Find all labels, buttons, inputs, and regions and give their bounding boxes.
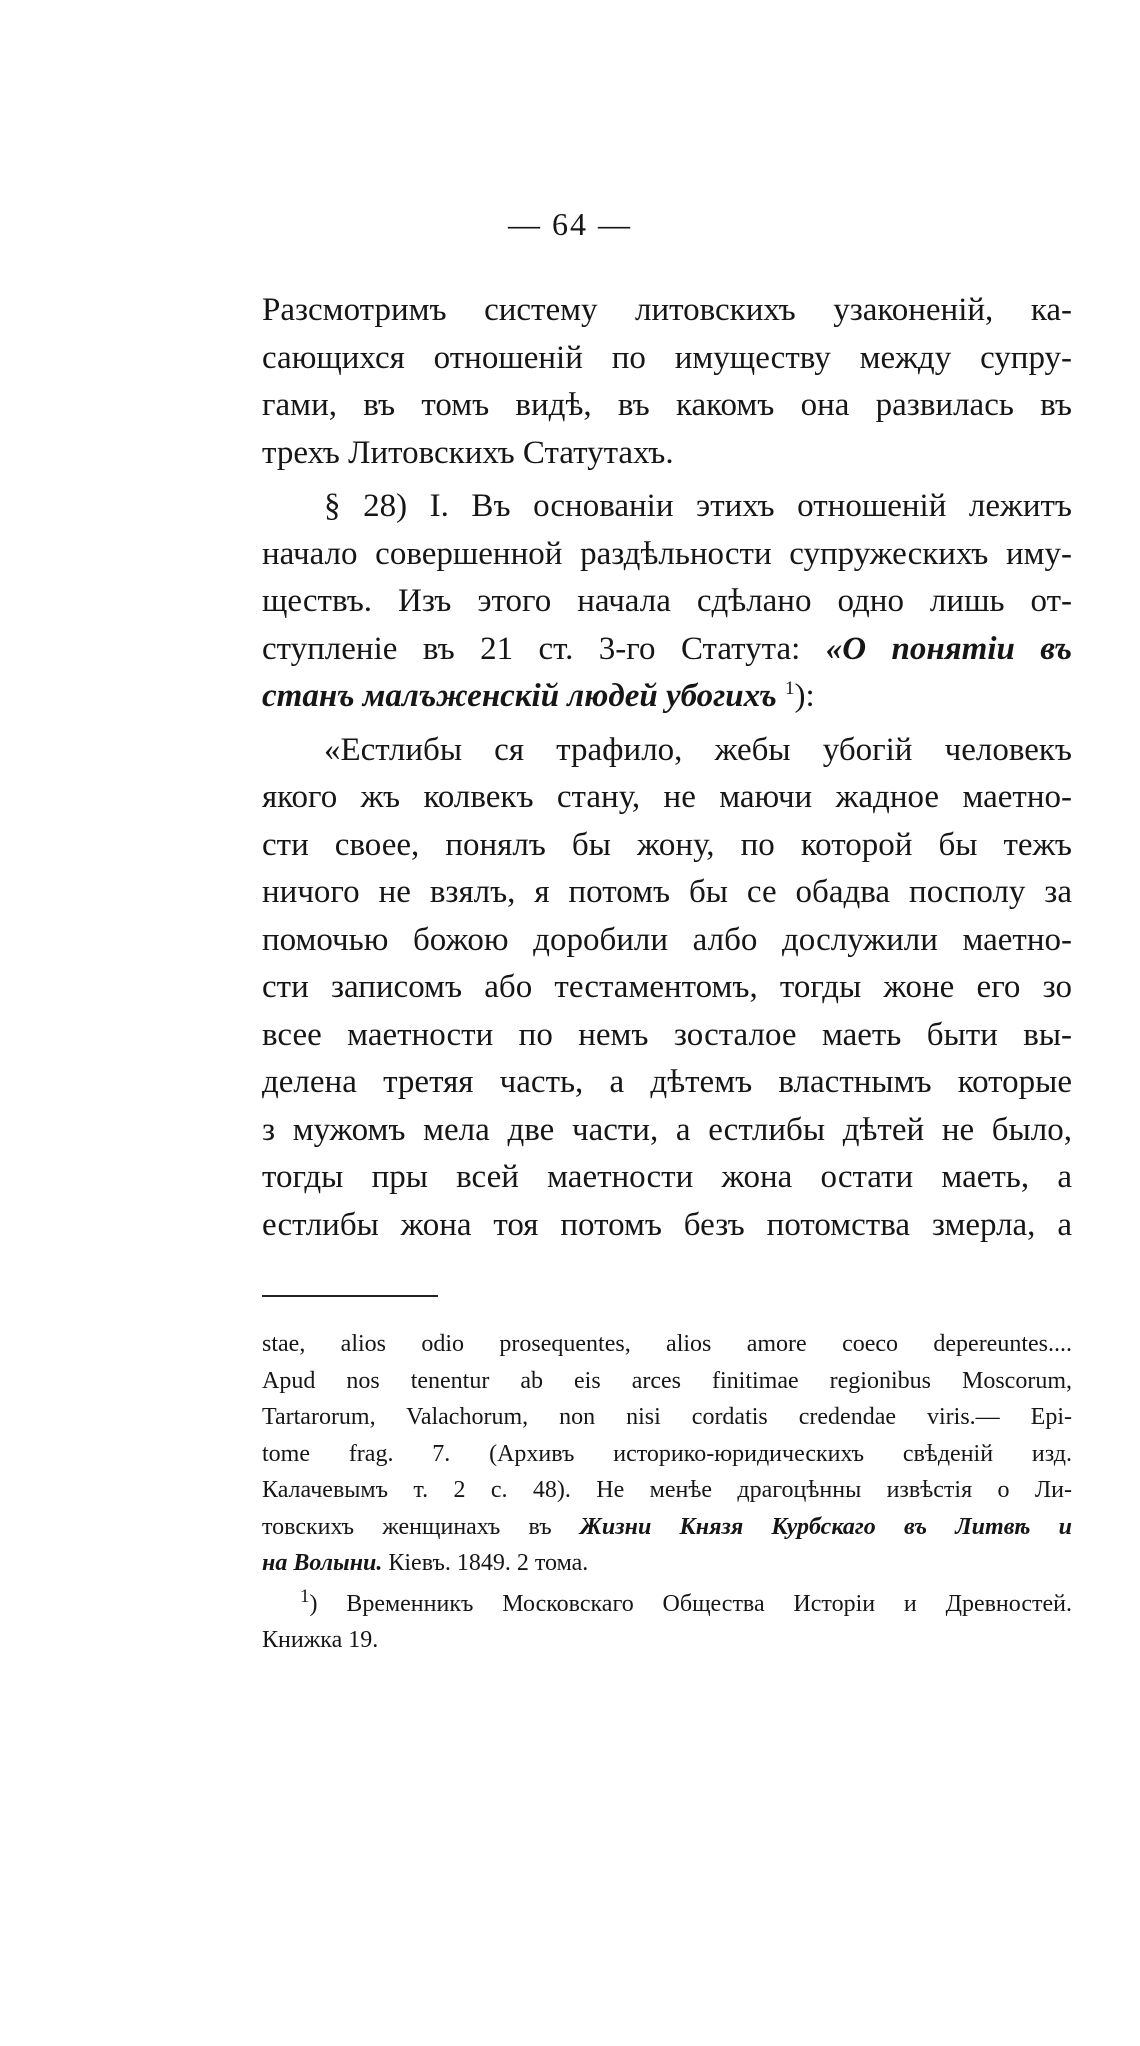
text-line: тогды пры всей маетности жона остати маеть, а — [262, 1159, 1072, 1195]
text-line: Разсмотримъ систему литовскихъ узаконеній, ка- — [262, 292, 1072, 328]
text-line: гами, въ томъ видѣ, въ какомъ она развилась въ — [262, 387, 1072, 423]
italic-title: Жизни Князя Курбскаго въ Литвѣ и — [579, 1513, 1072, 1540]
footnote-marker: 1 — [300, 1585, 310, 1607]
footnotes — [262, 1326, 1072, 1659]
footnote-1 — [262, 1586, 1072, 1623]
text-span: Кіевъ. 1849. 2 тома. — [382, 1550, 589, 1576]
italic-title: на Волыни. — [262, 1550, 383, 1576]
page-number: — 64 — — [508, 206, 632, 242]
text-line: всее маетности по немъ зосталое маеть быти вы- — [262, 1016, 1072, 1053]
footnote-line — [262, 1509, 1072, 1546]
text-span: товскихъ женщинахъ въ — [262, 1513, 580, 1540]
text-line: помочью божою доробили албо дослужили маетно- — [262, 921, 1072, 958]
text-line: якого жъ колвекъ стану, не маючи жадное маетно- — [262, 779, 1072, 815]
italic-title: «О понятіи въ — [825, 630, 1072, 667]
text-line: з мужомъ мела две части, а естлибы дѣтей не было, — [262, 1111, 1072, 1148]
footnote-line: Калачевымъ т. 2 с. 48). Не менѣе драгоцѣнны извѣстія о Ли- — [262, 1477, 1072, 1503]
text-line: естлибы жона тоя потомъ безъ потомства змерла, а — [262, 1206, 1072, 1243]
text-line — [262, 673, 1072, 721]
text-line: сающихся отношеній по имуществу между супру- — [262, 339, 1072, 376]
text-span: ): — [794, 678, 815, 714]
italic-title: станъ малъженскій людей убогихъ — [262, 678, 777, 714]
text-span: ) Временникъ Московскаго Общества Исторіи и Древностей. — [309, 1590, 1072, 1617]
text-line: «Естлибы ся трафило, жебы убогій человекъ — [324, 731, 1072, 768]
text-line — [262, 626, 1072, 674]
text-span: ступленіе въ 21 ст. 3-го Статута: — [262, 630, 826, 667]
text-line: ничого не взялъ, я потомъ бы се обадва посполу за — [262, 874, 1072, 910]
text-line: § 28) I. Въ основаніи этихъ отношеній лежитъ — [324, 488, 1072, 524]
text-line: делена третяя часть, а дѣтемъ властнымъ которые — [262, 1064, 1072, 1100]
footnote-line: tome frag. 7. (Архивъ историко-юридическихъ свѣденій изд. — [262, 1440, 1072, 1467]
main-text — [262, 287, 1072, 1249]
text-line: сти записомъ або тестаментомъ, тогды жоне его зо — [262, 969, 1072, 1005]
footnote-line: stae, alios odio prosequentes, alios amore coeco depereuntes.... — [262, 1331, 1072, 1357]
footnote-line: Tartarorum, Valachorum, non nisi cordatis credendae viris.— Epi- — [262, 1404, 1072, 1430]
footnote-marker: 1 — [784, 678, 795, 699]
footnote-line: Apud nos tenentur ab eis arces finitimae regionibus Moscorum, — [262, 1367, 1072, 1394]
footnote-separator — [262, 1295, 438, 1297]
text-line: сти своее, понялъ бы жону, по которой бы тежъ — [262, 826, 1072, 863]
text-line: трехъ Литовскихъ Статутахъ. — [262, 434, 674, 471]
text-line: ществъ. Изъ этого начала сдѣлано одно лишь от- — [262, 583, 1072, 619]
footnote-line: Книжка 19. — [262, 1627, 379, 1653]
text-line: начало совершенной раздѣльности супружескихъ иму- — [262, 535, 1072, 572]
footnote-line — [262, 1545, 1072, 1582]
